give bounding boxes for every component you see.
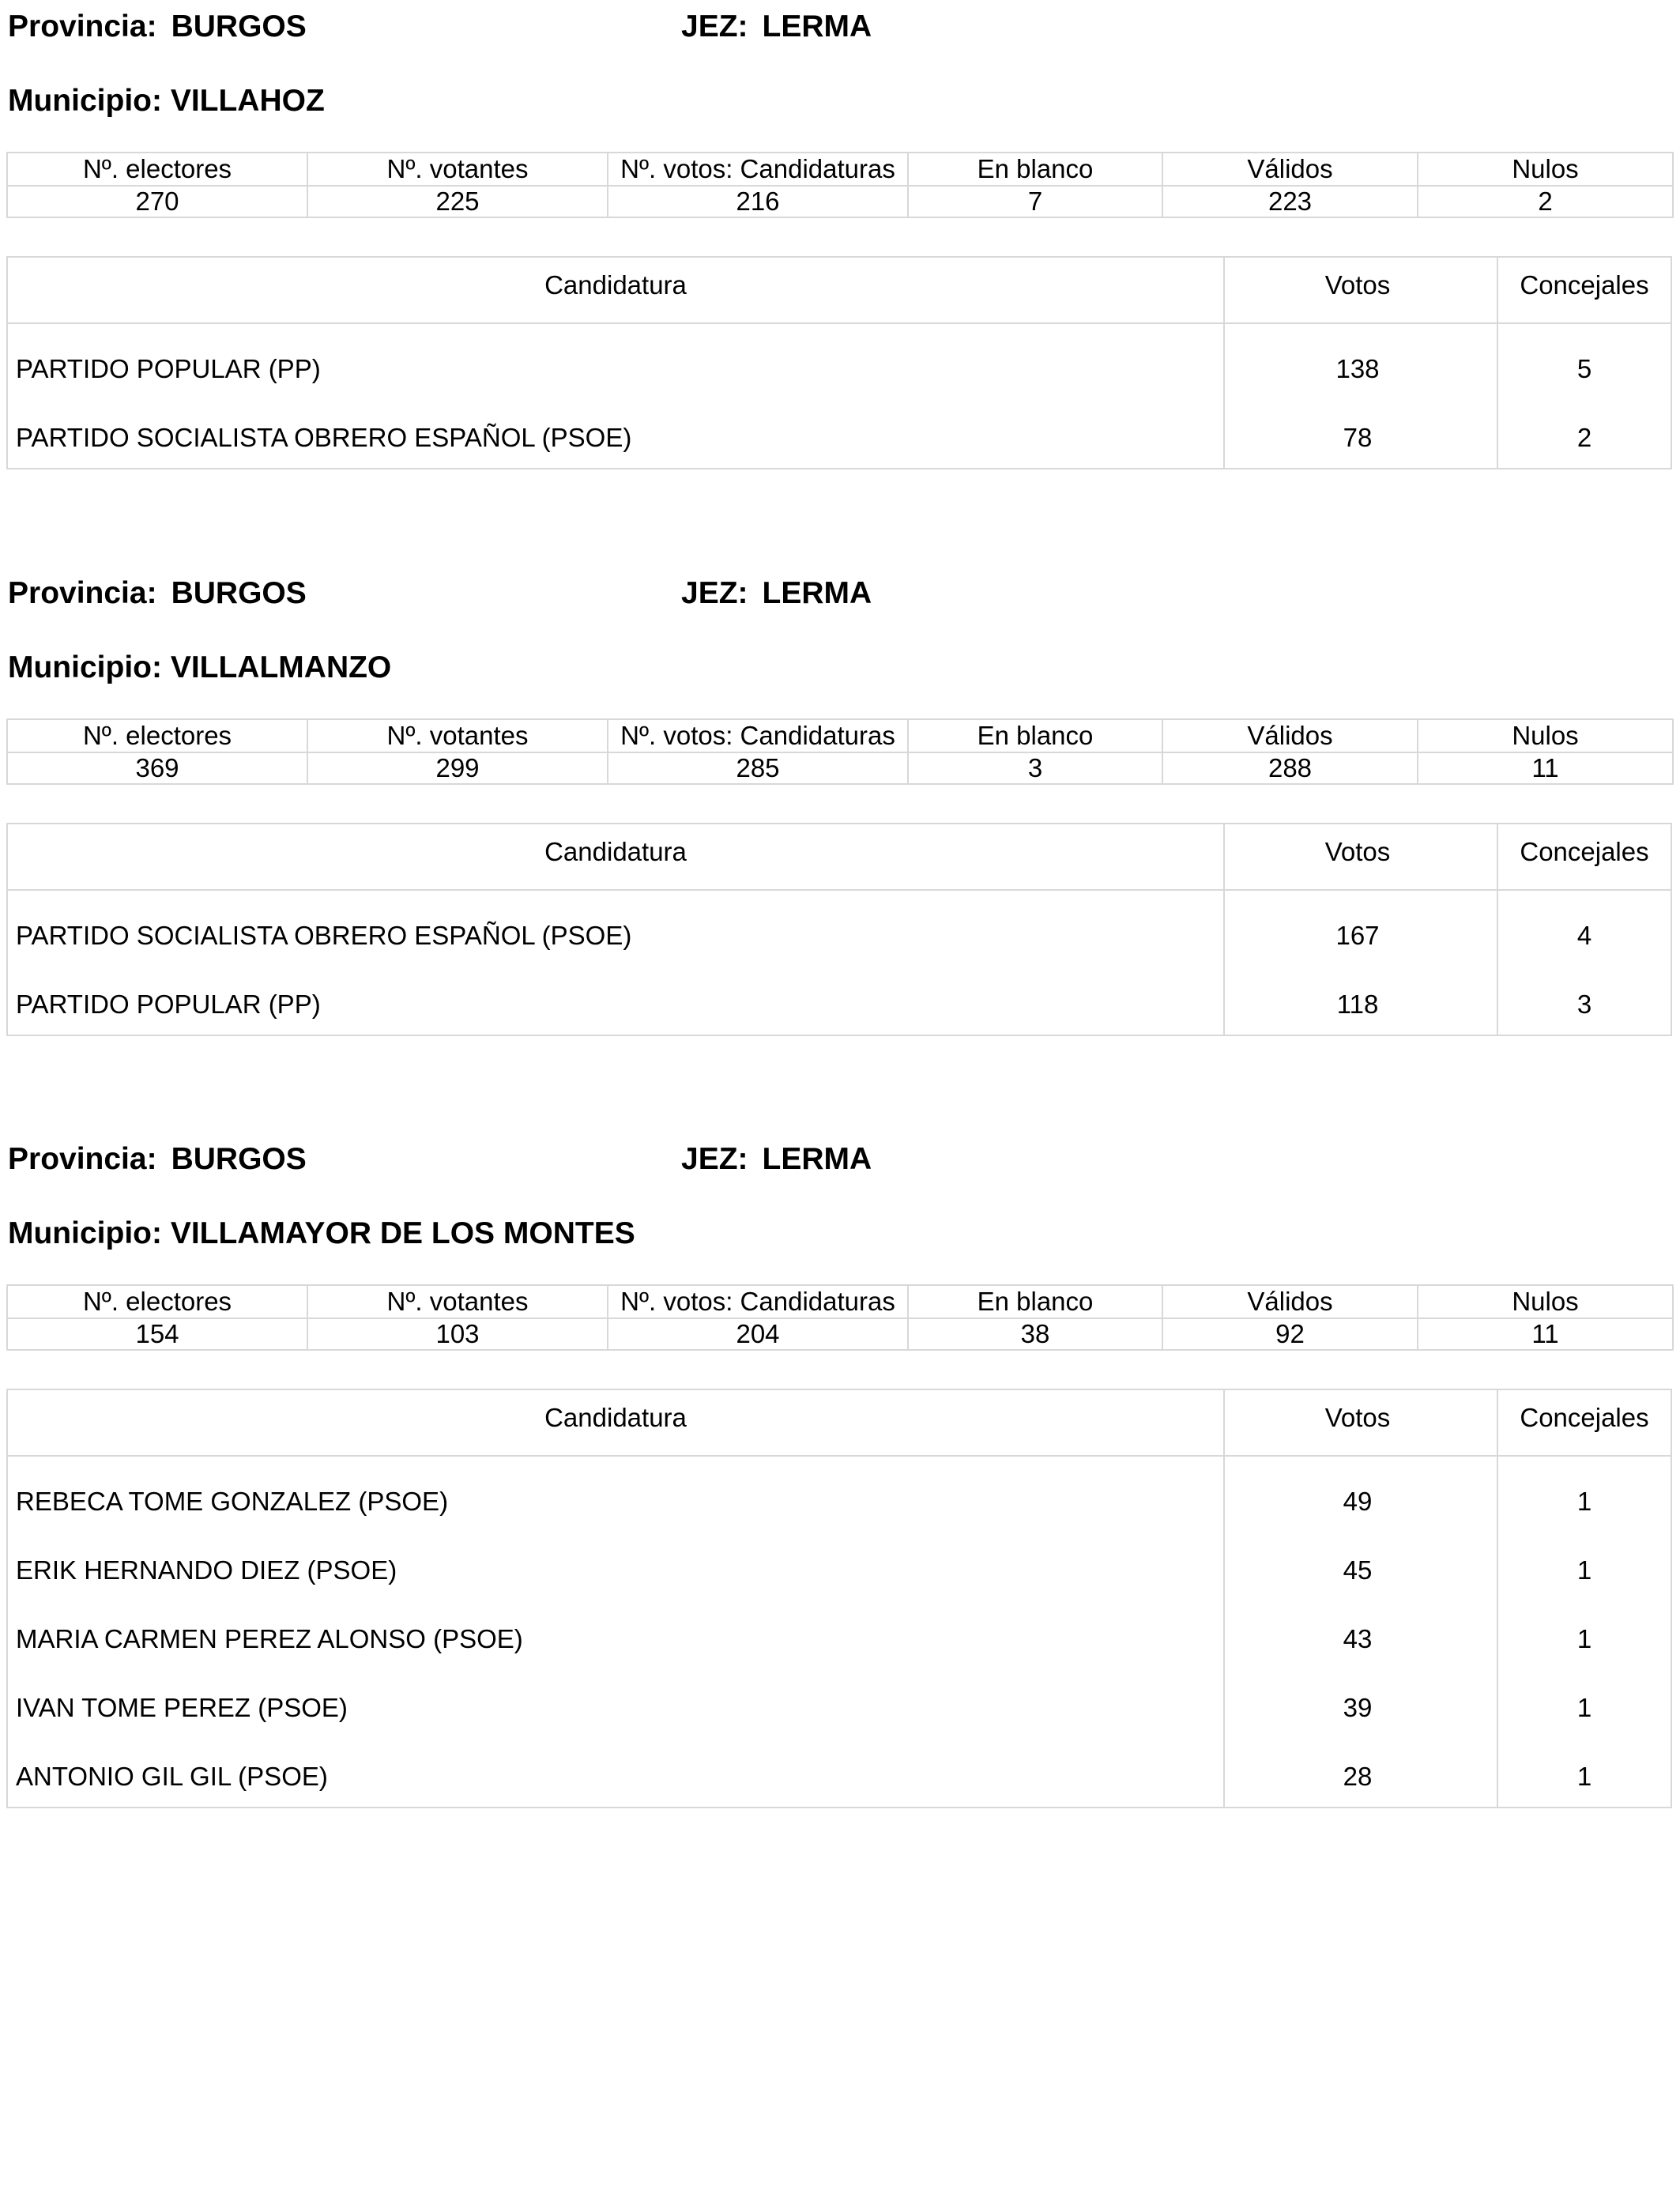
candidatura-votos: 45 xyxy=(1343,1555,1373,1585)
provincia-label: Provincia: xyxy=(8,576,157,610)
concejales-header: Concejales xyxy=(1520,270,1649,300)
summary-table xyxy=(6,1284,1674,1351)
municipio-value: VILLALMANZO xyxy=(170,650,392,684)
candidatura-header: Candidatura xyxy=(544,837,687,866)
table-row xyxy=(8,1532,1671,1600)
candidaturas-table xyxy=(6,823,1672,1036)
municipio-value: VILLAHOZ xyxy=(170,84,325,118)
candidaturas-header-row xyxy=(8,258,1671,324)
provincia-label: Provincia: xyxy=(8,9,157,43)
concejales-header: Concejales xyxy=(1520,1403,1649,1432)
summary-value: 216 xyxy=(608,186,908,217)
candidatura-name: PARTIDO POPULAR (PP) xyxy=(16,354,321,383)
candidatura-concejales: 4 xyxy=(1576,921,1592,950)
provincia-header xyxy=(8,578,307,609)
municipio-label: Municipio: xyxy=(8,650,162,684)
summary-header-row xyxy=(7,153,1673,186)
provincia-label: Provincia: xyxy=(8,1142,157,1176)
jez-header xyxy=(681,1144,872,1174)
candidatura-concejales: 1 xyxy=(1576,1487,1592,1516)
summary-value-row xyxy=(7,752,1673,784)
jez-label: JEZ: xyxy=(681,9,748,43)
candidatura-name: MARIA CARMEN PEREZ ALONSO (PSOE) xyxy=(16,1624,523,1653)
summary-value: 223 xyxy=(1162,186,1418,217)
provincia-header xyxy=(8,11,307,42)
summary-value: 7 xyxy=(908,186,1162,217)
summary-header: Nº. electores xyxy=(7,1285,307,1318)
summary-header: Nº. votantes xyxy=(307,719,608,752)
summary-value-row xyxy=(7,186,1673,217)
candidaturas-header-row xyxy=(8,1390,1671,1457)
jez-header xyxy=(681,11,872,42)
votos-header: Votos xyxy=(1324,837,1391,866)
candidaturas-table xyxy=(6,1389,1672,1808)
summary-value: 204 xyxy=(608,1318,908,1350)
candidatura-votos: 39 xyxy=(1343,1693,1373,1722)
candidatura-concejales: 1 xyxy=(1576,1555,1592,1585)
summary-value-row xyxy=(7,1318,1673,1350)
summary-header: Nº. votos: Candidaturas xyxy=(608,1285,908,1318)
candidatura-name: REBECA TOME GONZALEZ (PSOE) xyxy=(16,1487,449,1516)
summary-value: 3 xyxy=(908,752,1162,784)
summary-header: Nulos xyxy=(1418,719,1673,752)
municipio-header xyxy=(8,652,391,683)
candidatura-concejales: 1 xyxy=(1576,1762,1592,1791)
candidatura-header: Candidatura xyxy=(544,270,687,300)
municipio-header xyxy=(8,1218,635,1249)
candidaturas-header-row xyxy=(8,824,1671,891)
summary-header: En blanco xyxy=(908,719,1162,752)
votos-header: Votos xyxy=(1324,1403,1391,1432)
summary-header: Válidos xyxy=(1162,1285,1418,1318)
summary-header: Nulos xyxy=(1418,153,1673,186)
candidatura-header: Candidatura xyxy=(544,1403,687,1432)
summary-value: 103 xyxy=(307,1318,608,1350)
table-row xyxy=(8,330,1671,399)
table-row xyxy=(8,966,1671,1035)
summary-header: En blanco xyxy=(908,153,1162,186)
candidatura-votos: 43 xyxy=(1343,1624,1373,1653)
candidatura-name: PARTIDO SOCIALISTA OBRERO ESPAÑOL (PSOE) xyxy=(16,423,632,452)
candidatura-name: PARTIDO POPULAR (PP) xyxy=(16,990,321,1019)
municipio-value: VILLAMAYOR DE LOS MONTES xyxy=(170,1216,635,1250)
candidatura-concejales: 2 xyxy=(1576,423,1592,452)
candidatura-votos: 167 xyxy=(1335,921,1380,950)
summary-table xyxy=(6,152,1674,218)
candidaturas-table xyxy=(6,256,1672,469)
jez-value: LERMA xyxy=(762,9,872,43)
table-row xyxy=(8,1463,1671,1532)
summary-header: Nulos xyxy=(1418,1285,1673,1318)
candidatura-concejales: 1 xyxy=(1576,1624,1592,1653)
summary-header-row xyxy=(7,719,1673,752)
provincia-header xyxy=(8,1144,307,1174)
summary-value: 299 xyxy=(307,752,608,784)
jez-value: LERMA xyxy=(762,1142,872,1176)
summary-value: 288 xyxy=(1162,752,1418,784)
summary-header: Nº. votos: Candidaturas xyxy=(608,719,908,752)
summary-header: Nº. electores xyxy=(7,153,307,186)
candidatura-concejales: 1 xyxy=(1576,1693,1592,1722)
candidatura-name: IVAN TOME PEREZ (PSOE) xyxy=(16,1693,348,1722)
candidatura-name: ANTONIO GIL GIL (PSOE) xyxy=(16,1762,328,1791)
concejales-header: Concejales xyxy=(1520,837,1649,866)
candidatura-concejales: 3 xyxy=(1576,990,1592,1019)
jez-header xyxy=(681,578,872,609)
summary-value: 225 xyxy=(307,186,608,217)
summary-value: 11 xyxy=(1418,1318,1673,1350)
table-row xyxy=(8,1738,1671,1807)
summary-value: 2 xyxy=(1418,186,1673,217)
candidatura-name: ERIK HERNANDO DIEZ (PSOE) xyxy=(16,1555,397,1585)
table-row xyxy=(8,897,1671,966)
summary-value: 285 xyxy=(608,752,908,784)
provincia-value: BURGOS xyxy=(171,576,307,610)
summary-header: En blanco xyxy=(908,1285,1162,1318)
candidatura-votos: 118 xyxy=(1336,990,1379,1019)
summary-value: 92 xyxy=(1162,1318,1418,1350)
summary-value: 154 xyxy=(7,1318,307,1350)
provincia-value: BURGOS xyxy=(171,9,307,43)
summary-header-row xyxy=(7,1285,1673,1318)
summary-value: 270 xyxy=(7,186,307,217)
candidatura-votos: 78 xyxy=(1343,423,1373,452)
jez-value: LERMA xyxy=(762,576,872,610)
summary-header: Válidos xyxy=(1162,153,1418,186)
summary-value: 369 xyxy=(7,752,307,784)
candidatura-concejales: 5 xyxy=(1576,354,1592,383)
table-row xyxy=(8,1669,1671,1738)
municipio-label: Municipio: xyxy=(8,1216,162,1250)
jez-label: JEZ: xyxy=(681,1142,748,1176)
candidatura-votos: 138 xyxy=(1335,354,1380,383)
summary-value: 38 xyxy=(908,1318,1162,1350)
summary-header: Nº. votos: Candidaturas xyxy=(608,153,908,186)
provincia-value: BURGOS xyxy=(171,1142,307,1176)
candidatura-name: PARTIDO SOCIALISTA OBRERO ESPAÑOL (PSOE) xyxy=(16,921,632,950)
summary-header: Válidos xyxy=(1162,719,1418,752)
summary-value: 11 xyxy=(1418,752,1673,784)
candidatura-votos: 49 xyxy=(1343,1487,1373,1516)
summary-header: Nº. electores xyxy=(7,719,307,752)
candidatura-votos: 28 xyxy=(1343,1762,1373,1791)
summary-header: Nº. votantes xyxy=(307,1285,608,1318)
table-row xyxy=(8,1600,1671,1669)
municipio-header xyxy=(8,85,325,116)
summary-table xyxy=(6,718,1674,785)
summary-header: Nº. votantes xyxy=(307,153,608,186)
table-row xyxy=(8,399,1671,468)
jez-label: JEZ: xyxy=(681,576,748,610)
votos-header: Votos xyxy=(1324,270,1391,300)
municipio-label: Municipio: xyxy=(8,84,162,118)
